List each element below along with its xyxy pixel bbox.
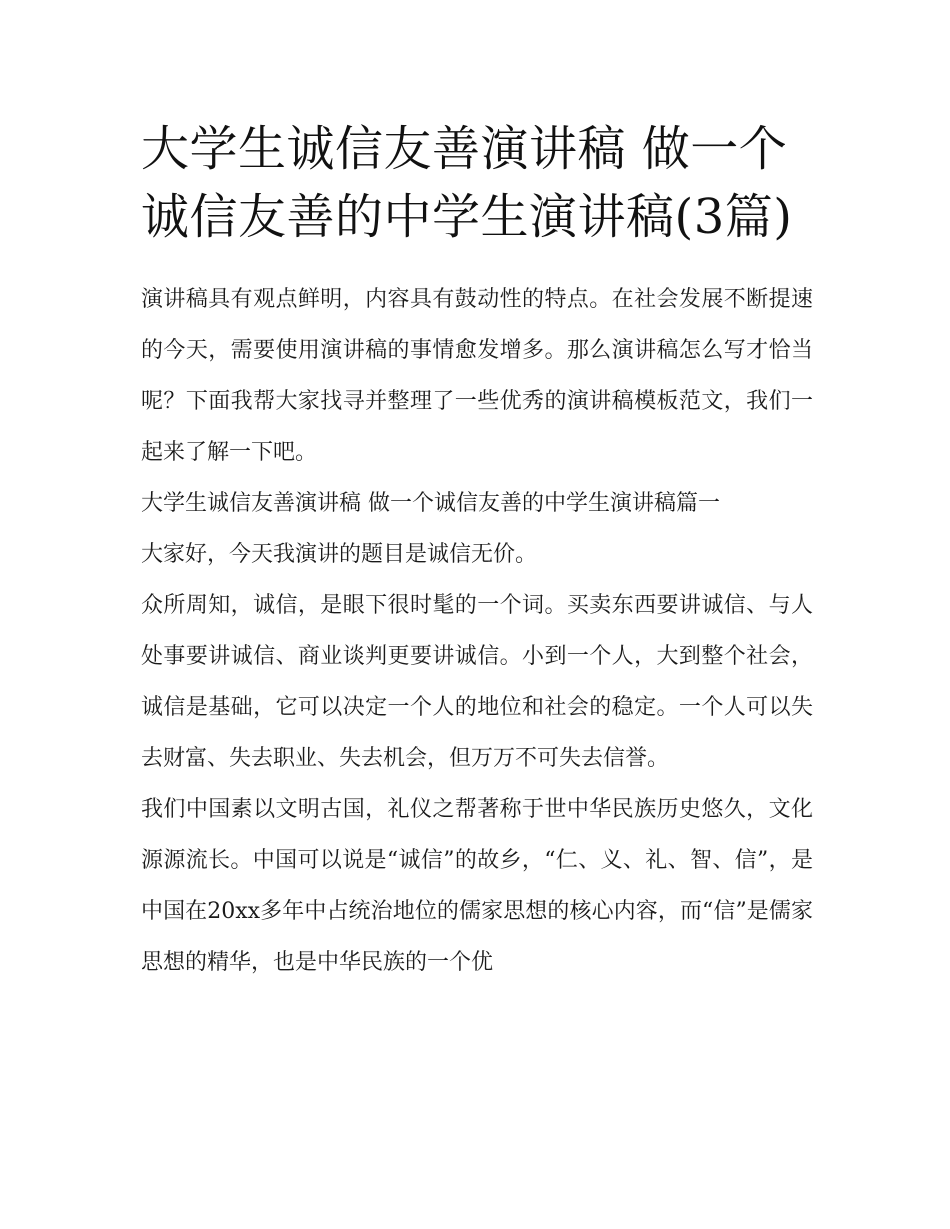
body-paragraph: 众所周知，诚信，是眼下很时髦的一个词。买卖东西要讲诚信、与人处事要讲诚信、商业谈判更要讲诚信。小到一个人，大到整个社会，诚信是基础，它可以决定一个人的地位和社会的稳定。一个人可以失去财富、失去职业、失去机会，但万万不可失去信誉。: [141, 593, 813, 771]
body-paragraph: 我们中国素以文明古国，礼仪之帮著称于世中华民族历史悠久，文化源源流长。中国可以说是“诚信”的故乡，“仁、义、礼、智、信”，是中国在20xx多年中占统治地位的儒家思想的核心内容，而“信”是儒家思想的精华，也是中华民族的一个优: [141, 797, 813, 975]
intro-paragraph: 演讲稿具有观点鲜明，内容具有鼓动性的特点。在社会发展不断提速的今天，需要使用演讲稿的事情愈发增多。那么演讲稿怎么写才恰当呢？下面我帮大家找寻并整理了一些优秀的演讲稿模板范文，我们一起来了解一下吧。: [141, 287, 813, 465]
document-body: [141, 274, 813, 988]
document-page: [141, 115, 813, 988]
section-heading: 大学生诚信友善演讲稿 做一个诚信友善的中学生演讲稿篇一: [141, 491, 720, 516]
greeting-paragraph: 大家好，今天我演讲的题目是诚信无价。: [141, 542, 538, 567]
document-title: 大学生诚信友善演讲稿 做一个诚信友善的中学生演讲稿(3篇): [141, 121, 793, 245]
